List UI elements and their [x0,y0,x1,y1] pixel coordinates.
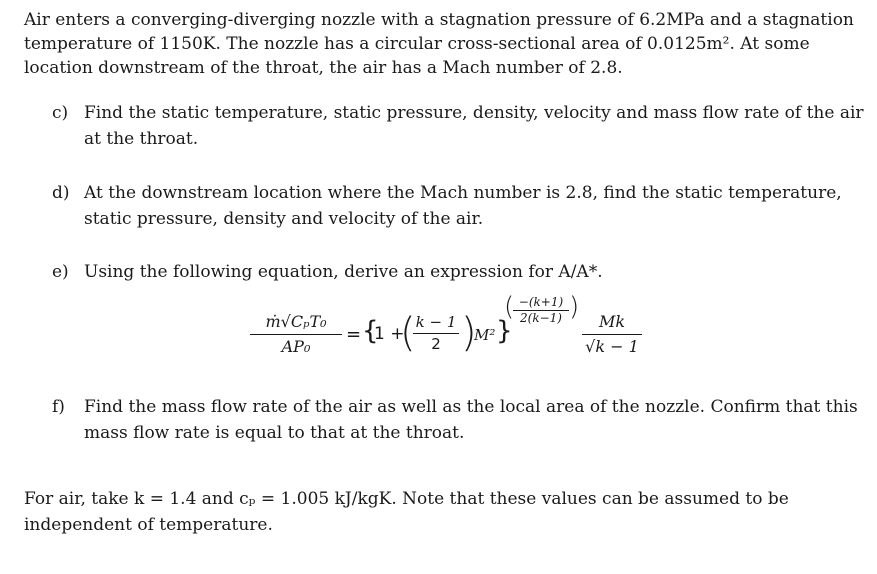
fraction-bar [582,334,642,335]
k-fraction [413,314,459,353]
fraction-bar [250,334,342,335]
exp-paren-open: ( [504,292,515,322]
equation-lhs-fraction [250,312,342,357]
question-label: c) [52,103,69,123]
exponent-numerator: −(k+1) [518,295,564,309]
rhs-numerator: Mk [598,312,626,331]
question-label: e) [52,262,69,282]
question-text: Find the static temperature, static pressure, density, velocity and mass flow rate of the air at the throat. [84,103,864,149]
lhs-denominator: AP₀ [281,337,311,356]
problem-statement: Air enters a converging-diverging nozzle with a stagnation pressure of 6.2MPa and a stagnation temperature of 1150K. The nozzle has a circular cross-sectional area of 0.0125m². At some location downstream of the throat, the air has a Mach number of 2.8. [24,10,854,78]
equation-rhs-fraction [582,312,642,357]
air-properties-note: For air, take k = 1.4 and cₚ = 1.005 kJ/kgK. Note that these values can be assumed to be independent of temperature. [24,489,789,535]
lhs-numerator: ṁ√CₚT₀ [265,312,327,331]
fraction-bar [413,333,459,334]
mass-flow-equation [250,292,650,376]
question-d [52,180,867,232]
k-numerator: k − 1 [415,313,457,331]
exponent-denominator: 2(k−1) [520,311,562,325]
question-c [52,100,867,152]
brace-close: } [496,316,513,346]
paren-open: ( [400,310,416,356]
one-plus: 1 + [374,324,405,344]
question-f [52,394,867,446]
mach-squared: M² [474,326,496,344]
rhs-denominator: √k − 1 [585,337,639,356]
paren-close: ) [461,310,477,356]
question-text: Find the mass flow rate of the air as well as the local area of the nozzle. Confirm that this mass flow rate is equal to that at the throat. [84,397,858,443]
question-text: At the downstream location where the Mach number is 2.8, find the static temperature, static pressure, density and velocity of the air. [84,183,842,229]
brace-open: { [362,316,379,346]
equals-sign: = [346,324,362,345]
question-label: f) [52,397,65,417]
k-denominator: 2 [431,335,441,353]
exponent-fraction [513,296,569,325]
question-text: Using the following equation, derive an expression for A/A*. [84,262,603,282]
question-label: d) [52,183,70,203]
exp-paren-close: ) [569,292,580,322]
question-e [52,259,867,285]
